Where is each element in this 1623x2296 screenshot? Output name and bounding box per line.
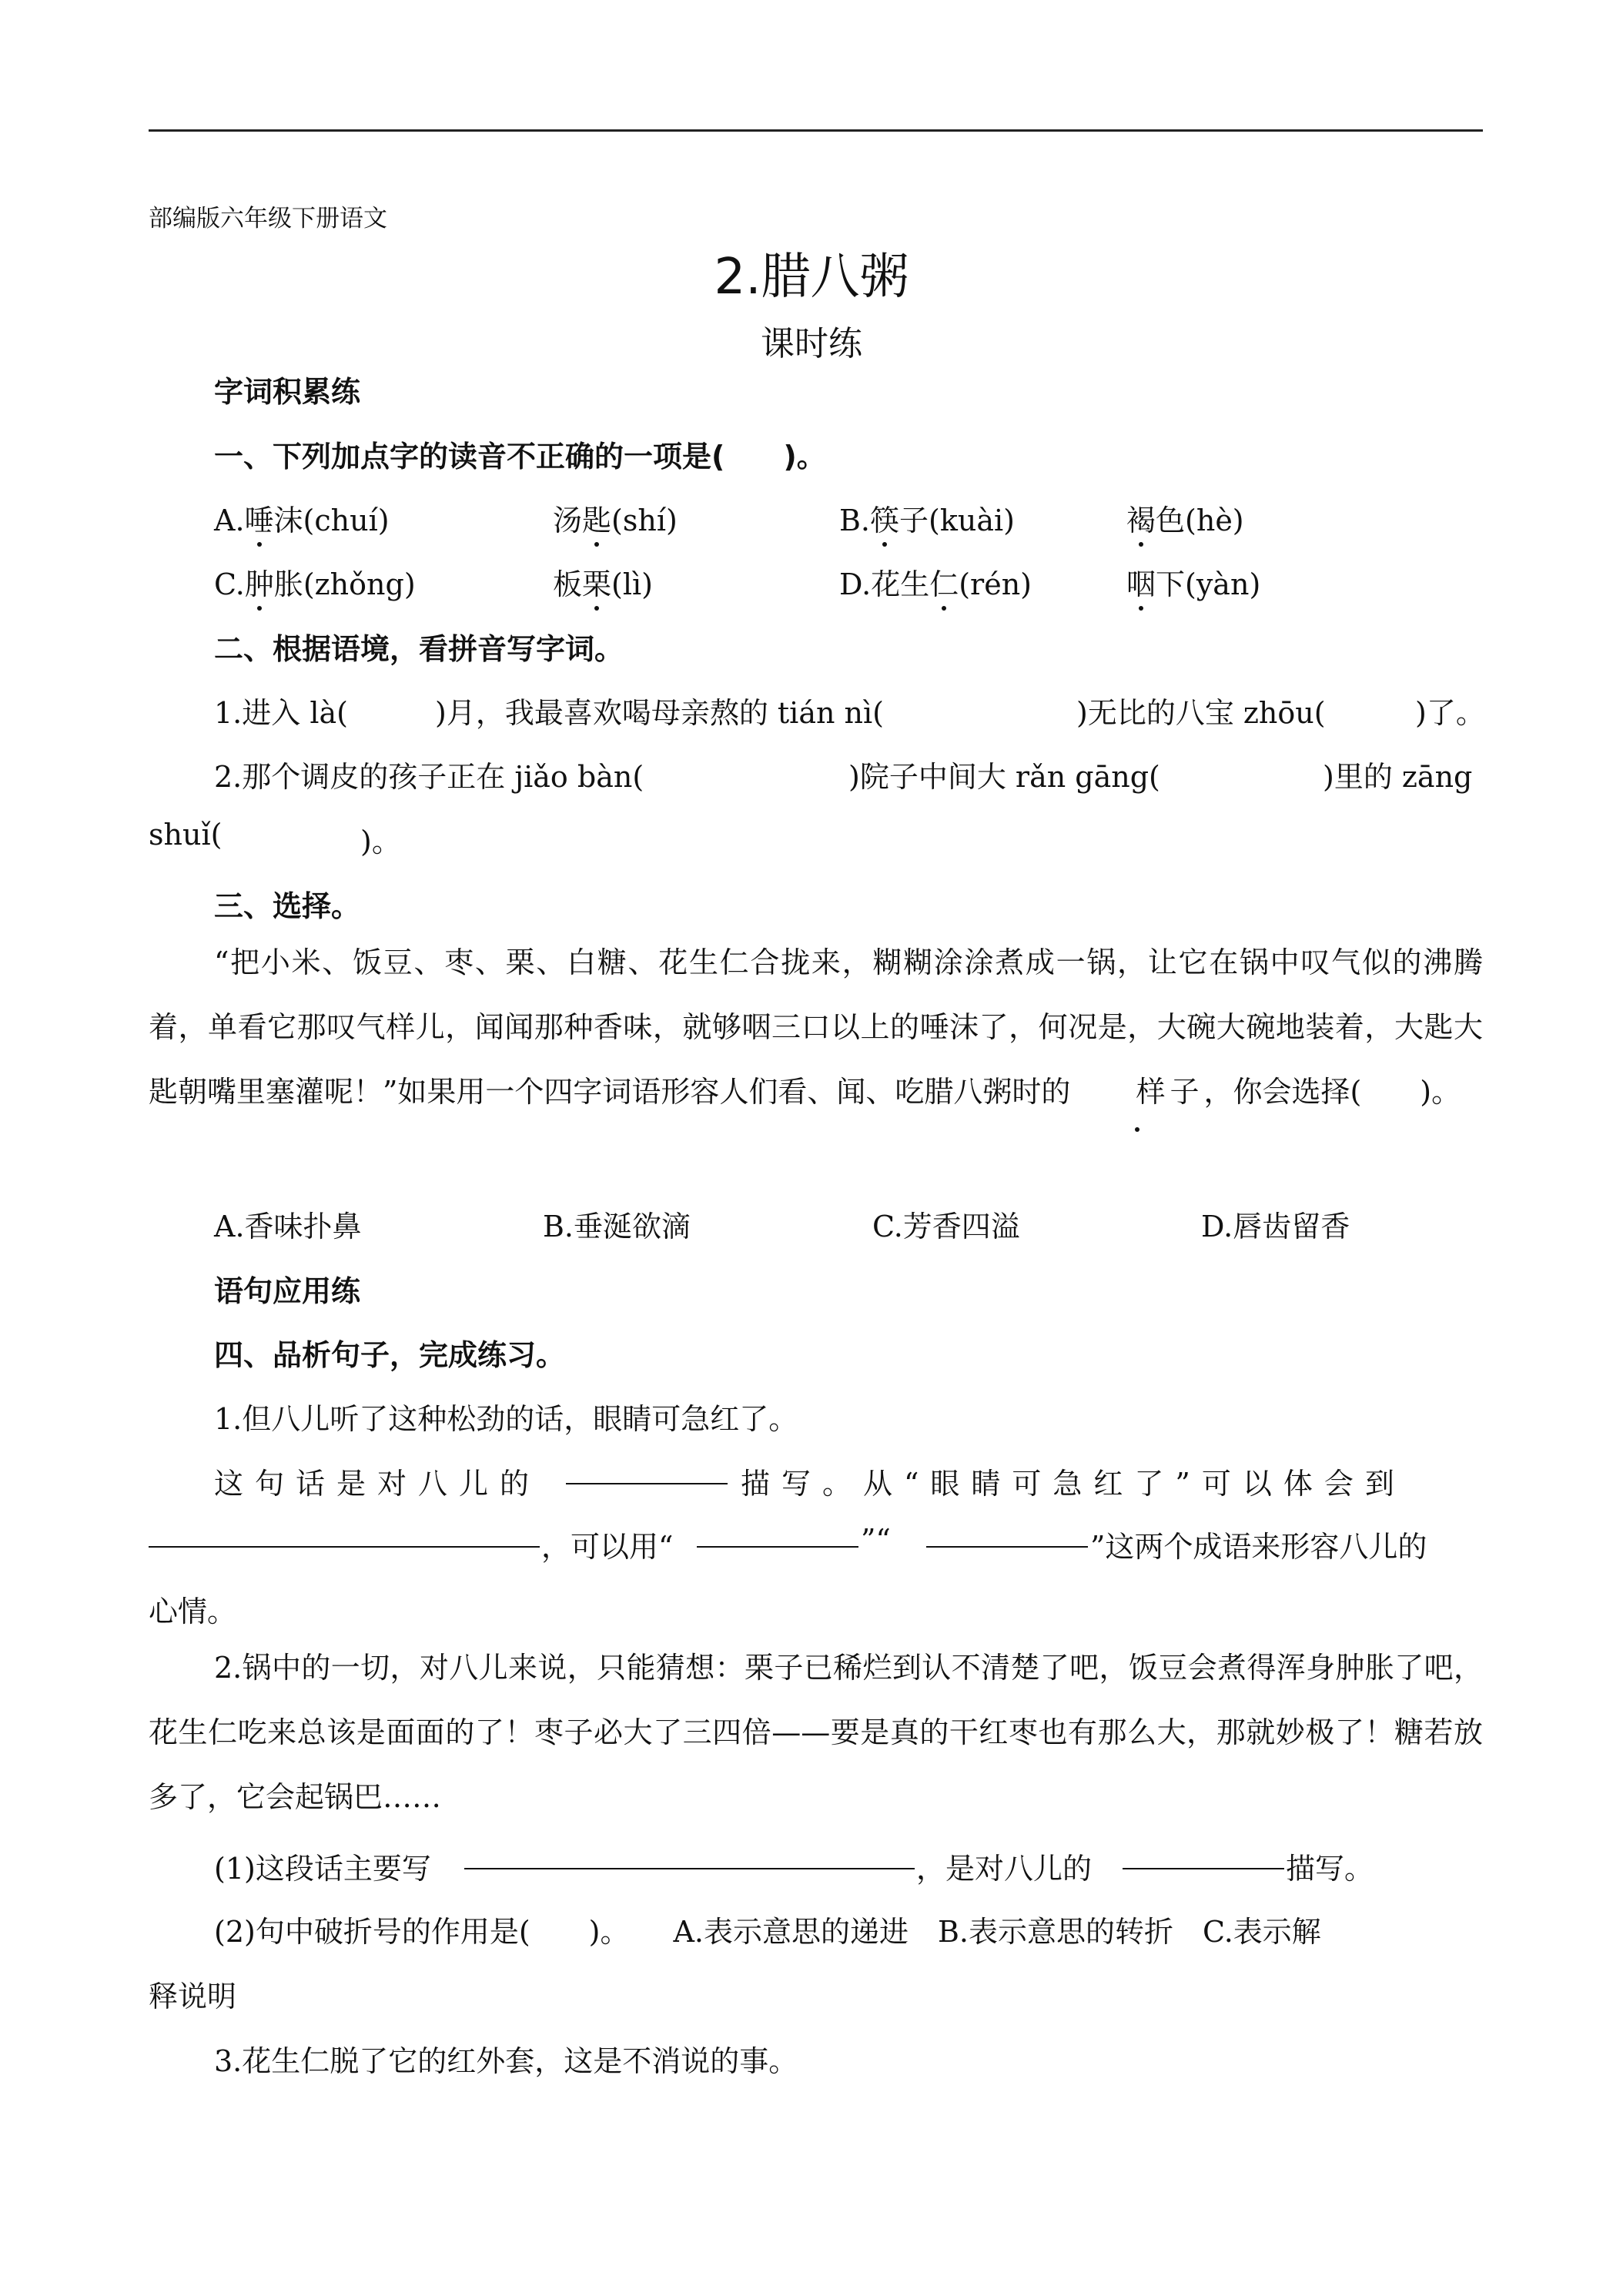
q1-option-b1: B.筷子(kuài) [839, 497, 1015, 539]
q4-item-1: 1.但八儿听了这种松劲的话，眼睛可急红了。 [214, 1402, 798, 1436]
q3-passage-text: “把小米、饭豆、枣、栗、白糖、花生仁合拢来，糊糊涂涂煮成一锅，让它在锅中叹气似的沸腾着，单看它那叹气样儿，闻闻那种香味，就够咽三口以上的唾沫了，何况是，大碗大碗地装着，大匙大匙朝嘴里塞灌呢！”如果用一个四字词语形容人们看、闻、吃腊八粥时的 [149, 946, 1483, 1109]
q3-option-a: A.香味扑鼻 [214, 1210, 362, 1243]
q1-option-a2: 汤匙(shí) [553, 497, 678, 539]
q2-line-3b: )。 [360, 825, 401, 858]
question-2-stem: 二、根据语境，看拼音写字词。 [214, 632, 624, 666]
q4-item-1-f: 心情。 [149, 1595, 237, 1628]
series-label: 部编版六年级下册语文 [149, 205, 387, 233]
q2-line-2c: )里的 zāng [1323, 760, 1473, 794]
q3-option-d: D.唇齿留香 [1201, 1210, 1350, 1243]
dotted-char: 仁 [929, 561, 959, 603]
q4-sub-1-c: 描写。 [1286, 1852, 1374, 1886]
section-label-vocab: 字词积累练 [214, 375, 361, 409]
q3-passage-end: ，你会选择( )。 [1203, 1075, 1461, 1109]
q2-line-2a: 2.那个调皮的孩子正在 jiǎo bàn( [214, 760, 644, 794]
q4-item-2: 2.锅中的一切，对八儿来说，只能猜想：栗子已稀烂到认不清楚了吧，饭豆会煮得浑身肿胀了吧，花生仁吃来总该是面面的了！枣子必大了三四倍——要是真的干红枣也有那么大，那就妙极了！糖若放多了，它会起锅巴…… [149, 1651, 1483, 1814]
answer-blank[interactable] [464, 1845, 915, 1873]
dotted-char: 筷 [870, 497, 899, 539]
answer-blank[interactable] [697, 1523, 858, 1551]
q2-line-2b: )院子中间大 rǎn gāng( [848, 760, 1160, 794]
q4-sub-1-a: (1)这段话主要写 [214, 1852, 431, 1886]
answer-blank[interactable] [1123, 1845, 1284, 1873]
question-1-stem: 一、下列加点字的读音不正确的一项是( )。 [214, 440, 826, 474]
page-title: 2.腊八粥 [714, 249, 909, 306]
q4-sub-2: (2)句中破折号的作用是( )。 A.表示意思的递进 B.表示意思的转折 C.表示解 [214, 1915, 1321, 1949]
page-subtitle: 课时练 [761, 324, 862, 363]
q1-option-d2: 咽下(yàn) [1126, 561, 1260, 603]
dotted-char: 褐 [1126, 497, 1156, 539]
dotted-char: 唾 [245, 497, 274, 539]
q2-line-1a: 1.进入 là( [214, 696, 348, 730]
q2-line-3a: shuǐ( [149, 818, 223, 852]
section-label-sentence: 语句应用练 [214, 1274, 361, 1308]
question-4-stem: 四、品析句子，完成练习。 [214, 1338, 566, 1372]
answer-blank[interactable] [926, 1523, 1088, 1551]
q2-line-1d: )了。 [1415, 696, 1485, 730]
dotted-char: 匙 [582, 497, 611, 539]
dotted-char: 肿 [245, 561, 274, 603]
answer-blank[interactable] [149, 1523, 540, 1551]
q4-item-1-a: 这句话是对八儿的 [214, 1467, 541, 1501]
dotted-char: 咽 [1126, 561, 1156, 603]
question-3-stem: 三、选择。 [214, 889, 361, 923]
q1-option-a1: A.唾沫(chuí) [214, 497, 390, 539]
dotted-char: 栗 [582, 561, 611, 603]
q1-option-c1: C.肿胀(zhǒng) [214, 561, 416, 603]
q3-passage [149, 930, 1483, 1124]
q1-option-d1: D.花生仁(rén) [839, 561, 1032, 603]
q2-line-1c: )无比的八宝 zhōu( [1076, 696, 1326, 730]
q4-item-1-c: ，可以用“ [541, 1530, 674, 1564]
answer-blank[interactable] [566, 1460, 728, 1488]
q4-sub-2-end: 释说明 [149, 1980, 237, 2013]
header-rule [149, 129, 1483, 132]
q4-item-1-e: ”这两个成语来形容八儿的 [1090, 1530, 1427, 1564]
q3-option-c: C.芳香四溢 [872, 1210, 1020, 1243]
q1-option-b2: 褐色(hè) [1126, 497, 1244, 539]
q4-item-3: 3.花生仁脱了它的红外套，这是不消说的事。 [214, 2044, 798, 2078]
q4-item-1-d: ”“ [861, 1523, 891, 1557]
q4-sub-1-b: ，是对八儿的 [916, 1852, 1093, 1886]
q3-option-b: B.垂涎欲滴 [543, 1210, 691, 1243]
q1-option-c2: 板栗(lì) [553, 561, 653, 603]
q2-line-1b: )月，我最喜欢喝母亲熬的 tián nì( [435, 696, 884, 730]
q4-item-1-b: 描写。从“眼睛可急红了”可以体会到 [741, 1467, 1406, 1501]
dotted-word: 样子 [1070, 1059, 1203, 1124]
